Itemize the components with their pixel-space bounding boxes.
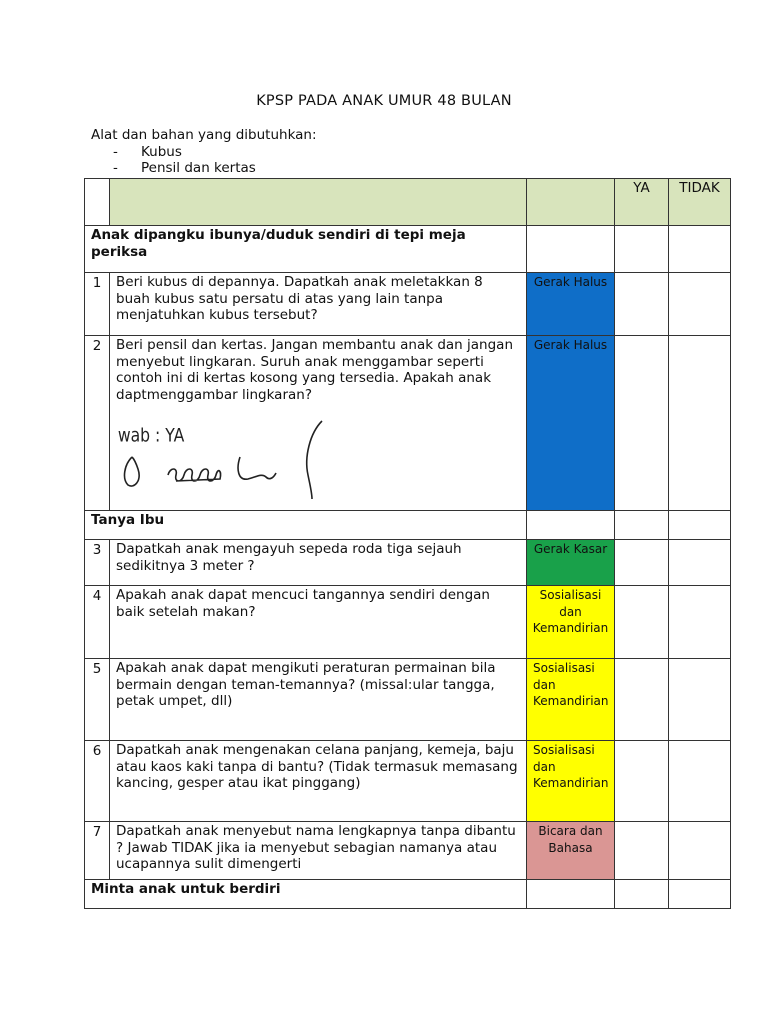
domain-badge: Sosialisasi dan Kemandirian bbox=[527, 741, 615, 822]
row-number: 4 bbox=[85, 586, 110, 659]
table-row bbox=[85, 540, 731, 586]
row-question: Dapatkah anak menyebut nama lengkapnya tanpa dibantu ? Jawab TIDAK jika ia menyebut sebagian namanya atau ucapannya sulit dimengerti bbox=[110, 822, 527, 880]
tidak-checkbox-cell[interactable] bbox=[669, 586, 731, 659]
header-tidak: TIDAK bbox=[669, 179, 731, 226]
ya-checkbox-cell[interactable] bbox=[615, 540, 669, 586]
tidak-checkbox-cell[interactable] bbox=[669, 540, 731, 586]
kpsp-table bbox=[84, 178, 731, 909]
domain-badge: Sosialisasi dan Kemandirian bbox=[527, 659, 615, 741]
domain-badge: Bicara dan Bahasa bbox=[527, 822, 615, 880]
row-number: 7 bbox=[85, 822, 110, 880]
tidak-checkbox-cell[interactable] bbox=[669, 659, 731, 741]
row-question: Beri kubus di depannya. Dapatkah anak meletakkan 8 buah kubus satu persatu di atas yang lain tanpa menjatuhkan kubus tersebut? bbox=[110, 273, 527, 336]
header-number-cell bbox=[85, 179, 110, 226]
ya-checkbox-cell[interactable] bbox=[615, 273, 669, 336]
page-title: KPSP PADA ANAK UMUR 48 BULAN bbox=[256, 93, 512, 109]
table-row bbox=[85, 586, 731, 659]
ya-checkbox-cell[interactable] bbox=[615, 586, 669, 659]
tidak-checkbox-cell[interactable] bbox=[669, 822, 731, 880]
domain-badge: Gerak Halus bbox=[527, 336, 615, 511]
tidak-checkbox-cell[interactable] bbox=[669, 511, 731, 540]
header-ya: YA bbox=[615, 179, 669, 226]
row-question: Apakah anak dapat mencuci tangannya sendiri dengan baik setelah makan? bbox=[110, 586, 527, 659]
tools-item-kubus: - Kubus bbox=[113, 144, 317, 161]
row-question-cell bbox=[110, 336, 527, 511]
row-question: Dapatkah anak mengenakan celana panjang, kemeja, baju atau kaos kaki tanpa di bantu? (Tidak termasuk memasang kancing, gesper atau ikat pinggang) bbox=[110, 741, 527, 822]
sample-answer-label: wab : YA bbox=[117, 425, 185, 448]
domain-cell bbox=[527, 226, 615, 273]
table-row bbox=[85, 336, 731, 511]
table-row bbox=[85, 822, 731, 880]
ya-checkbox-cell[interactable] bbox=[615, 226, 669, 273]
tools-list bbox=[91, 144, 317, 177]
section-title: Anak dipangku ibunya/duduk sendiri di tepi meja periksa bbox=[85, 226, 527, 273]
domain-badge: Gerak Halus bbox=[527, 273, 615, 336]
header-domain-cell bbox=[527, 179, 615, 226]
ya-checkbox-cell[interactable] bbox=[615, 336, 669, 511]
tools-section bbox=[91, 127, 317, 177]
arc-stroke bbox=[307, 421, 322, 499]
tidak-checkbox-cell[interactable] bbox=[669, 741, 731, 822]
section-row bbox=[85, 880, 731, 909]
tidak-checkbox-cell[interactable] bbox=[669, 336, 731, 511]
row-number: 2 bbox=[85, 336, 110, 511]
section-title: Minta anak untuk berdiri bbox=[85, 880, 527, 909]
row-number: 5 bbox=[85, 659, 110, 741]
table-row bbox=[85, 741, 731, 822]
row-question: Beri pensil dan kertas. Jangan membantu anak dan jangan menyebut lingkaran. Suruh anak menggambar seperti contoh ini di kertas kosong yang tersedia. Apakah anak daptmenggambar lingkaran? bbox=[116, 337, 514, 403]
section-title: Tanya Ibu bbox=[85, 511, 527, 540]
table-row bbox=[85, 659, 731, 741]
header-question-cell bbox=[110, 179, 527, 226]
ya-checkbox-cell[interactable] bbox=[615, 741, 669, 822]
table-header-row bbox=[85, 179, 731, 226]
tidak-checkbox-cell[interactable] bbox=[669, 226, 731, 273]
domain-badge: Gerak Kasar bbox=[527, 540, 615, 586]
loop-stroke bbox=[168, 469, 221, 481]
tools-heading: Alat dan bahan yang dibutuhkan: bbox=[91, 127, 317, 143]
drawing-sample-image bbox=[116, 413, 326, 503]
section-row bbox=[85, 226, 731, 273]
ya-checkbox-cell[interactable] bbox=[615, 511, 669, 540]
ya-checkbox-cell[interactable] bbox=[615, 880, 669, 909]
row-number: 1 bbox=[85, 273, 110, 336]
row-question: Apakah anak dapat mengikuti peraturan permainan bila bermain dengan teman-temannya? (missal:ular tangga, petak umpet, dll) bbox=[110, 659, 527, 741]
circle-stroke-1 bbox=[125, 457, 140, 486]
tools-item-pensil: - Pensil dan kertas bbox=[113, 160, 317, 177]
curve-stroke bbox=[238, 457, 276, 479]
row-question: Dapatkah anak mengayuh sepeda roda tiga sejauh sedikitnya 3 meter ? bbox=[110, 540, 527, 586]
domain-cell bbox=[527, 880, 615, 909]
ya-checkbox-cell[interactable] bbox=[615, 822, 669, 880]
domain-badge: Sosialisasi dan Kemandirian bbox=[527, 586, 615, 659]
tidak-checkbox-cell[interactable] bbox=[669, 273, 731, 336]
domain-cell bbox=[527, 511, 615, 540]
section-row bbox=[85, 511, 731, 540]
table-row bbox=[85, 273, 731, 336]
tidak-checkbox-cell[interactable] bbox=[669, 880, 731, 909]
row-number: 6 bbox=[85, 741, 110, 822]
row-number: 3 bbox=[85, 540, 110, 586]
ya-checkbox-cell[interactable] bbox=[615, 659, 669, 741]
